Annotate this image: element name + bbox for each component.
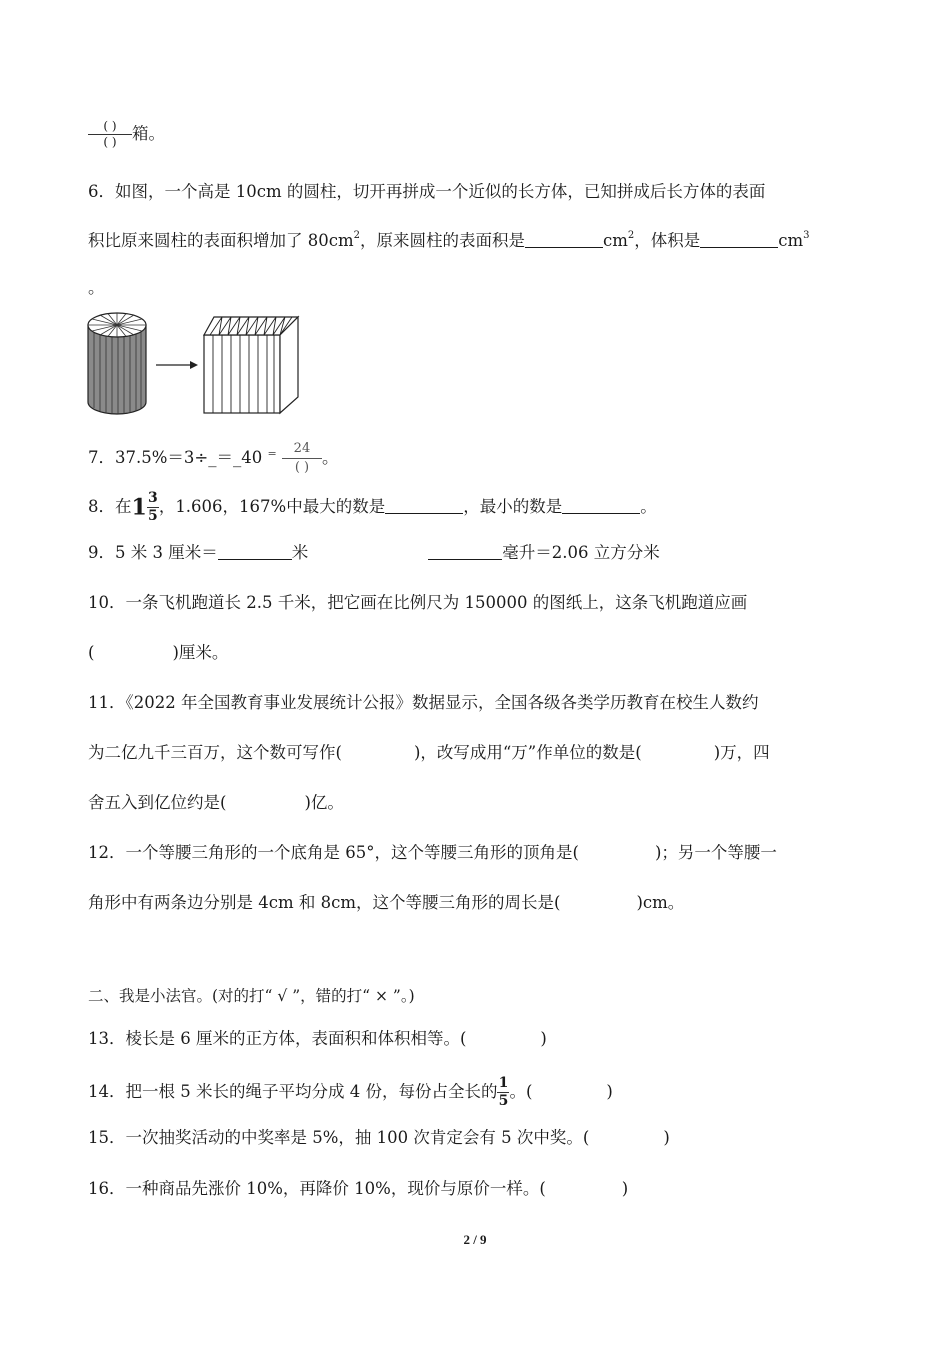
q5-fraction: $\frac{( )}{( )}$ [88, 120, 132, 149]
q6-volume-blank[interactable] [700, 231, 778, 248]
q13: 13．棱长是 6 厘米的正方体，表面积和体积相等。( ) [88, 1029, 547, 1048]
q7-fraction: 24 ( ) [282, 442, 322, 475]
page-number: 2 / 9 [463, 1232, 487, 1247]
q6-line3: 。 [88, 278, 105, 297]
q15: 15．一次抽奖活动的中奖率是 5%，抽 100 次肯定会有 5 次中奖。( ) [88, 1128, 670, 1147]
q9: 9．5 米 3 厘米＝ 米 毫升＝2.06 立方分米 [88, 543, 660, 562]
q5-tail [88, 120, 890, 149]
q8-max-blank[interactable] [385, 497, 463, 514]
q8: 8．在1 $\frac{3}{5}$ ，1.606，167%中最大的数是 ，最小的数是 。 [88, 490, 657, 524]
q11-line1: 11．《2022 年全国教育事业发展统计公报》数据显示，全国各级各类学历教育在校生人数约 [88, 693, 759, 712]
q5-unit: 箱。 [132, 124, 165, 143]
q10-line1: 10．一条飞机跑道长 2.5 千米，把它画在比例尺为 150000 的图纸上，这条飞机跑道应画 [88, 593, 748, 612]
q16: 16．一种商品先涨价 10%，再降价 10%，现价与原价一样。( ) [88, 1179, 629, 1198]
cylinder-to-cuboid-figure [86, 305, 306, 417]
q7: 7．37.5%＝3÷_＝_40 = 24 ( ) 。 [88, 441, 339, 475]
q10-line2: ( )厘米。 [88, 643, 229, 662]
cuboid-icon [204, 317, 298, 413]
q9-meter-blank[interactable] [218, 543, 292, 560]
q6-line1: 6．如图，一个高是 10cm 的圆柱，切开再拼成一个近似的长方体，已知拼成后长方体的表面 [88, 182, 766, 201]
q11-line3: 舍五入到亿位约是( )亿。 [88, 793, 344, 812]
q8-min-blank[interactable] [562, 497, 640, 514]
q8-mixed-number: 1 $\frac{3}{5}$ [131, 490, 158, 524]
q11-line2: 为二亿九千三百万，这个数可写作( )，改写成用“万”作单位的数是( )万，四 [88, 743, 770, 762]
q14-fraction: $\frac{1}{5}$ [498, 1075, 509, 1109]
cylinder-icon [88, 313, 146, 414]
arrow-right-icon [156, 361, 198, 369]
q12-line1: 12．一个等腰三角形的一个底角是 65°，这个等腰三角形的顶角是( )；另一个等腰一 [88, 843, 777, 862]
q14: 14．把一根 5 米长的绳子平均分成 4 份，每份占全长的 $\frac{1}{5}$ 。( ) [88, 1075, 613, 1109]
q12-line2: 角形中有两条边分别是 4cm 和 8cm，这个等腰三角形的周长是( )cm。 [88, 893, 685, 912]
section-title-judge: 二、我是小法官。(对的打“ √ ”，错的打“ × ”。) [88, 987, 415, 1005]
q9-ml-blank[interactable] [428, 543, 502, 560]
q6-line2: 积比原来圆柱的表面积增加了 $80cm^2$，原来圆柱的表面积是 $cm^2$，体积是 $cm^3$ [88, 230, 810, 250]
q6-area-blank[interactable] [525, 231, 603, 248]
